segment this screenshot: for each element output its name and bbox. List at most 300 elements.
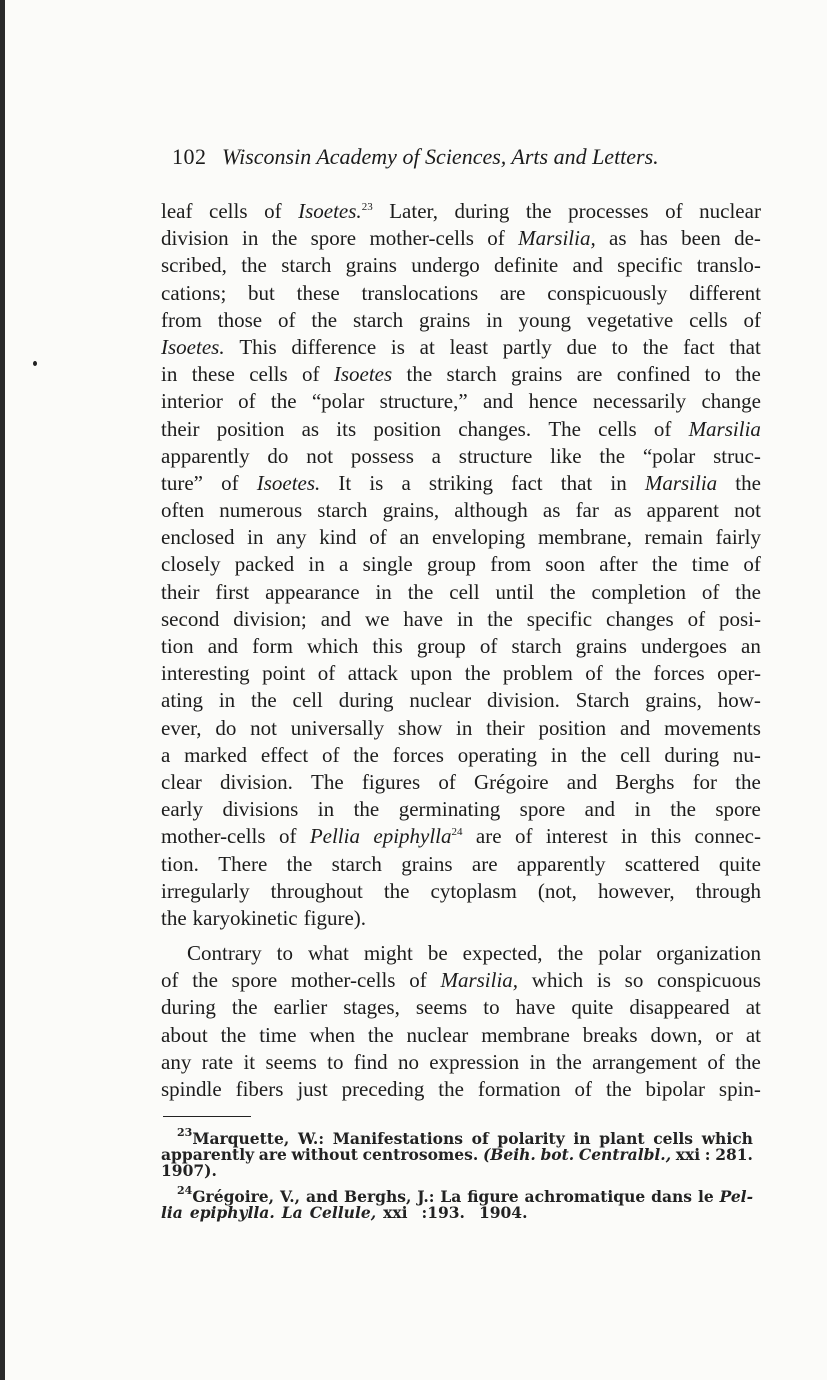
word-group <box>483 994 499 1021</box>
word: xxi <box>675 1145 701 1164</box>
word-group <box>585 796 615 823</box>
word-group <box>625 851 700 878</box>
word: spin- <box>718 1077 761 1101</box>
word: rate <box>201 1049 234 1074</box>
word-group <box>363 551 413 578</box>
word: Isoetes. <box>256 470 321 495</box>
word-group <box>243 1049 255 1076</box>
word-group <box>161 687 203 714</box>
word: undergo <box>411 253 480 278</box>
word-group <box>612 334 628 361</box>
word: cells <box>249 362 288 387</box>
word: the <box>438 1077 464 1101</box>
word: to <box>611 334 628 359</box>
word: for <box>692 769 718 794</box>
word: in <box>634 797 651 822</box>
word-group <box>517 851 606 878</box>
word: or <box>715 1022 733 1047</box>
word: cytoplasm <box>430 878 517 903</box>
word-group <box>365 606 390 633</box>
running-header <box>172 144 712 178</box>
word: have <box>515 995 556 1020</box>
word: during <box>454 199 510 223</box>
word-group <box>653 660 704 687</box>
word-group <box>235 551 294 578</box>
word-group <box>343 994 400 1021</box>
word-group <box>634 796 650 823</box>
word: during <box>664 742 720 767</box>
word-group <box>161 1076 222 1103</box>
word-group <box>361 280 478 307</box>
word: spindle <box>161 1077 222 1101</box>
text-line <box>161 905 761 932</box>
word-group <box>707 1049 725 1076</box>
word-group <box>440 967 518 994</box>
word: possess <box>350 443 414 468</box>
word: specific <box>617 253 683 278</box>
word-group <box>221 470 239 497</box>
word-group <box>551 742 567 769</box>
word: which <box>701 1129 753 1148</box>
word: the <box>251 688 277 713</box>
word-group <box>665 198 683 225</box>
word: achromatique <box>524 1187 646 1206</box>
word: :193. <box>421 1203 465 1222</box>
word-group <box>161 280 226 307</box>
word-group <box>161 878 250 905</box>
word: of <box>585 661 603 686</box>
text-line <box>161 1049 761 1076</box>
word-group <box>161 742 170 769</box>
word: as <box>542 498 561 523</box>
word: starch <box>331 851 382 876</box>
word-group <box>705 361 721 388</box>
word-group <box>689 416 761 443</box>
word: mother-cells <box>369 226 474 251</box>
word-group <box>719 851 761 878</box>
word-group <box>215 579 249 606</box>
word: nuclear <box>409 688 472 713</box>
word-group <box>401 851 452 878</box>
word-group <box>277 940 293 967</box>
word-group <box>483 388 513 415</box>
word: as <box>614 498 632 523</box>
word-group <box>699 198 761 225</box>
word-group <box>654 416 672 443</box>
word-group <box>657 967 761 994</box>
word: irregularly <box>161 878 250 903</box>
word-group <box>438 1076 464 1103</box>
word: no <box>397 1049 419 1074</box>
word-group <box>625 967 644 994</box>
word-group <box>291 967 396 994</box>
word: after <box>599 552 638 577</box>
word-group <box>621 823 637 850</box>
word-group <box>617 252 682 279</box>
word: the <box>735 579 761 604</box>
word-group <box>274 994 328 1021</box>
word-group <box>598 878 675 905</box>
word-group <box>298 198 373 225</box>
word: are <box>475 824 502 849</box>
word-group <box>645 524 703 551</box>
word-group <box>645 687 702 714</box>
word-group <box>161 769 202 796</box>
word-group <box>362 769 420 796</box>
word-group <box>456 715 472 742</box>
word: spore <box>310 226 357 251</box>
word: it <box>243 1049 256 1074</box>
word-group <box>306 443 333 470</box>
word: ating <box>161 688 203 713</box>
text-line <box>161 416 761 443</box>
word-group <box>606 606 674 633</box>
word: interesting <box>161 661 250 686</box>
word-group <box>411 252 479 279</box>
word: definite <box>494 253 559 278</box>
word-group <box>161 470 203 497</box>
word: fairly <box>715 525 761 550</box>
word-group <box>218 307 262 334</box>
word: mother-cells <box>290 968 396 993</box>
word: the <box>556 1049 582 1074</box>
word-group <box>232 967 278 994</box>
word: vegetative <box>586 307 674 332</box>
word: nuclear <box>699 199 761 223</box>
word: those <box>217 307 263 332</box>
word-group <box>548 416 581 443</box>
word: Later, <box>389 199 438 223</box>
text-line <box>161 280 761 307</box>
word-group <box>161 1022 208 1049</box>
word: of <box>471 1129 489 1148</box>
word-group <box>478 1076 561 1103</box>
word-group <box>587 307 673 334</box>
text-line <box>161 823 761 850</box>
word: in <box>308 552 325 577</box>
text-line <box>161 796 761 823</box>
word: starch <box>446 362 497 387</box>
footnote <box>161 1184 753 1222</box>
word: in <box>317 797 335 822</box>
word: upon <box>410 661 453 686</box>
footnote-line <box>161 1163 753 1179</box>
word: in <box>573 1129 591 1148</box>
word-group <box>449 579 479 606</box>
word-group <box>304 905 366 932</box>
word: of <box>221 470 239 495</box>
word: of <box>277 307 296 332</box>
word-group <box>696 878 761 905</box>
word: disappeared <box>629 995 730 1020</box>
word: division. <box>487 688 560 713</box>
word: spore <box>715 797 761 822</box>
word: that <box>560 470 593 495</box>
word-group <box>538 524 632 551</box>
word: of <box>665 199 683 223</box>
word: first <box>215 579 250 604</box>
word: Pel- <box>719 1187 753 1206</box>
word: least <box>449 334 489 359</box>
word-group <box>592 1049 697 1076</box>
word-group <box>734 497 761 524</box>
margin-speck <box>33 361 37 366</box>
word-group <box>297 280 340 307</box>
word: how- <box>717 688 761 713</box>
word: numerous <box>219 498 303 523</box>
word-group <box>261 742 308 769</box>
word: operating <box>457 742 537 767</box>
text-line <box>161 742 761 769</box>
word: the <box>241 253 267 278</box>
word-group <box>351 443 414 470</box>
word: scribed, <box>161 253 227 278</box>
word: posi- <box>718 606 761 631</box>
word-group <box>218 851 267 878</box>
text-line <box>161 497 761 524</box>
word-group <box>259 1147 287 1163</box>
word-group <box>336 416 356 443</box>
word-group <box>190 1205 275 1221</box>
word: grains <box>511 362 563 387</box>
word: of <box>479 634 498 658</box>
word-group <box>399 524 419 551</box>
word: the <box>406 362 433 387</box>
word: starch <box>281 253 332 278</box>
paragraph-gap <box>161 932 761 940</box>
word-group <box>264 198 282 225</box>
word-group <box>526 198 552 225</box>
word: at <box>745 1022 761 1047</box>
word: in <box>247 525 264 550</box>
word-group <box>373 416 441 443</box>
word-group <box>346 252 397 279</box>
word-group <box>393 742 444 769</box>
word-group <box>476 823 502 850</box>
word: do <box>267 443 289 468</box>
word: the <box>580 742 607 767</box>
word: are <box>471 851 498 876</box>
text-line <box>161 579 761 606</box>
word: is <box>596 968 611 993</box>
word: the <box>464 661 491 686</box>
word-group <box>369 470 383 497</box>
word-group <box>735 579 761 606</box>
word-group <box>717 660 761 687</box>
word: quite <box>571 995 614 1020</box>
word-group <box>705 1147 711 1163</box>
word: in <box>242 226 259 251</box>
word: bipolar <box>645 1077 705 1101</box>
word: their <box>486 715 525 740</box>
word: 281. <box>715 1145 753 1164</box>
word: figure). <box>303 905 367 930</box>
word-group <box>222 796 298 823</box>
word: divisions <box>222 797 299 822</box>
word-group <box>715 1022 733 1049</box>
word: dans <box>651 1187 693 1206</box>
word-group <box>532 967 583 994</box>
word: are <box>499 280 526 305</box>
word: Marsilia, <box>518 226 596 251</box>
word: group <box>416 634 466 658</box>
word: apparently <box>516 851 606 876</box>
word: “polar <box>642 443 696 468</box>
word-group <box>693 769 718 796</box>
word-group <box>652 551 678 578</box>
word: Marsilia, <box>440 968 519 993</box>
word: The <box>548 416 581 441</box>
word: cells <box>598 416 637 441</box>
word-group <box>262 660 305 687</box>
word-group <box>406 1022 468 1049</box>
word-group <box>265 1049 316 1076</box>
word: epiphylla. <box>189 1203 275 1222</box>
word-group <box>321 606 351 633</box>
word: partly <box>502 334 552 359</box>
word-group <box>651 1022 703 1049</box>
word: like <box>550 443 582 468</box>
word: the <box>735 470 761 495</box>
word: Isoetes <box>333 362 393 387</box>
word-group <box>503 334 552 361</box>
word: Manifestations <box>332 1129 463 1148</box>
word: Berghs, <box>344 1187 412 1206</box>
word: marked <box>184 742 248 767</box>
word-group <box>641 633 727 660</box>
text-line <box>161 940 761 967</box>
word-group <box>318 660 336 687</box>
word: of <box>653 416 672 441</box>
word-group <box>458 742 537 769</box>
word-group <box>698 1189 714 1205</box>
word: often <box>161 498 205 523</box>
word-group <box>547 280 667 307</box>
text-line <box>161 225 761 252</box>
word-group <box>664 715 761 742</box>
word-group <box>629 994 729 1021</box>
word-group <box>457 606 473 633</box>
word-group <box>606 1076 632 1103</box>
word-group <box>297 1076 327 1103</box>
word-group <box>689 280 761 307</box>
word-group <box>713 443 761 470</box>
word-group <box>743 551 761 578</box>
word: the <box>651 552 678 577</box>
word-group <box>249 361 287 388</box>
word-group <box>281 252 331 279</box>
word: fact <box>683 334 715 359</box>
text-line <box>161 443 761 470</box>
word: second <box>161 606 220 631</box>
word: in <box>550 742 568 767</box>
word: young <box>518 307 571 332</box>
word: any <box>161 1049 192 1074</box>
word: the <box>353 742 379 767</box>
word: the <box>670 797 696 822</box>
word: of <box>701 579 720 604</box>
word: of <box>317 661 336 686</box>
word-group <box>241 252 267 279</box>
word: group <box>426 552 476 577</box>
word: soon <box>545 552 585 577</box>
word: been <box>681 226 721 251</box>
word: changes. <box>458 416 532 441</box>
word: until <box>495 579 534 604</box>
word-group <box>192 361 235 388</box>
word-group <box>670 796 696 823</box>
word: seems <box>265 1049 317 1074</box>
word: forces <box>392 742 444 767</box>
word: the <box>735 362 761 387</box>
word-group <box>520 796 566 823</box>
word-group <box>373 823 462 850</box>
word: starch <box>511 634 562 658</box>
word-group <box>419 307 470 334</box>
text-line <box>161 361 761 388</box>
word-group <box>645 470 717 497</box>
word: 1907). <box>161 1161 217 1180</box>
word: spore <box>519 797 566 822</box>
word: point <box>262 661 306 686</box>
word: membrane <box>481 1022 570 1047</box>
word: division. <box>219 769 293 794</box>
text-line <box>161 687 761 714</box>
word-group <box>719 606 761 633</box>
word-group <box>720 1189 753 1205</box>
word: the <box>487 606 513 631</box>
word: organization <box>656 941 761 966</box>
word-group <box>161 524 234 551</box>
word-group <box>368 1022 394 1049</box>
word-group <box>272 225 298 252</box>
word-group <box>561 470 593 497</box>
word-group <box>599 551 637 578</box>
word: expected, <box>462 941 543 966</box>
word-group <box>161 225 229 252</box>
word: grains <box>575 634 627 658</box>
word: just <box>297 1077 328 1101</box>
word: arrangement <box>592 1049 698 1074</box>
word-group <box>287 851 313 878</box>
word-group <box>215 715 236 742</box>
word-group <box>428 940 448 967</box>
word: of <box>687 606 706 631</box>
word: so <box>624 968 644 993</box>
word: Isoetes. <box>298 199 362 223</box>
word-group <box>409 687 471 714</box>
word: as <box>609 226 627 251</box>
word-group <box>375 579 391 606</box>
word: different <box>689 280 761 305</box>
word-group <box>591 579 685 606</box>
word: closely <box>161 552 221 577</box>
word-group <box>398 715 442 742</box>
word-group <box>529 1049 545 1076</box>
word-group <box>311 225 357 252</box>
word-group <box>585 660 603 687</box>
word: the <box>270 389 297 414</box>
word: expression <box>429 1049 520 1074</box>
word-group <box>408 579 434 606</box>
word-group <box>573 252 603 279</box>
word: grains, <box>382 498 440 523</box>
word-group <box>384 878 410 905</box>
word-group <box>487 606 513 633</box>
word: division; <box>233 606 307 631</box>
word-group <box>527 606 592 633</box>
word: translo- <box>696 253 761 278</box>
